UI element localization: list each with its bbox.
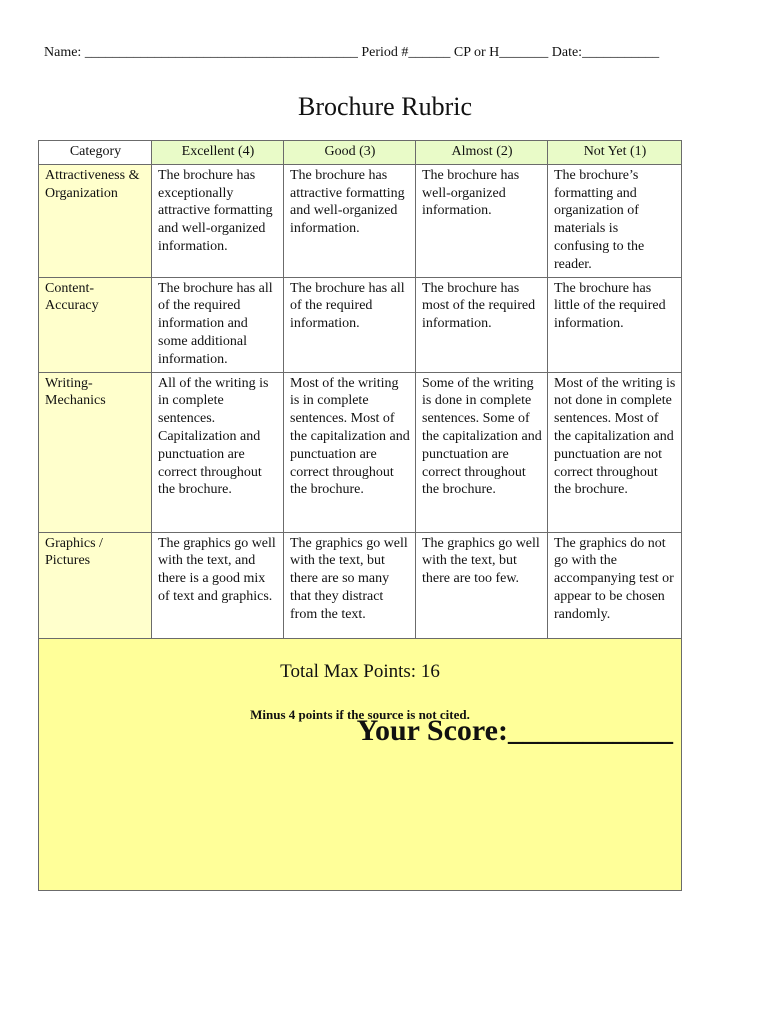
table-row bbox=[39, 277, 682, 372]
category-cell: Content-Accuracy bbox=[39, 277, 152, 372]
column-header-excellent: Excellent (4) bbox=[152, 141, 284, 165]
table-row bbox=[39, 372, 682, 532]
column-header-not-yet: Not Yet (1) bbox=[548, 141, 682, 165]
score-footer-row bbox=[39, 638, 682, 890]
criteria-cell: The brochure has all of the required information. bbox=[284, 277, 416, 372]
citation-penalty-note: Minus 4 points if the source is not cited. bbox=[250, 706, 470, 722]
criteria-cell: Some of the writing is done in complete sentences. Some of the capitalization and punctuation are correct throughout the brochure. bbox=[416, 372, 548, 532]
table-row bbox=[39, 164, 682, 277]
criteria-cell: The graphics go well with the text, but there are too few. bbox=[416, 532, 548, 638]
column-header-almost: Almost (2) bbox=[416, 141, 548, 165]
category-cell: Graphics / Pictures bbox=[39, 532, 152, 638]
criteria-cell: The brochure has attractive formatting and well-organized information. bbox=[284, 164, 416, 277]
criteria-cell: The graphics go well with the text, and there is a good mix of text and graphics. bbox=[152, 532, 284, 638]
column-header-good: Good (3) bbox=[284, 141, 416, 165]
header-row bbox=[39, 141, 682, 165]
criteria-cell: The graphics do not go with the accompanying test or appear to be chosen randomly. bbox=[548, 532, 682, 638]
column-header-category: Category bbox=[39, 141, 152, 165]
criteria-cell: The brochure has most of the required information. bbox=[416, 277, 548, 372]
criteria-cell: The brochure has well-organized information. bbox=[416, 164, 548, 277]
category-cell: Attractiveness & Organization bbox=[39, 164, 152, 277]
table-row bbox=[39, 532, 682, 638]
criteria-cell: The brochure’s formatting and organization of materials is confusing to the reader. bbox=[548, 164, 682, 277]
criteria-cell: The brochure has all of the required information and some additional information. bbox=[152, 277, 284, 372]
criteria-cell: The graphics go well with the text, but there are so many that they distract from the text. bbox=[284, 532, 416, 638]
page-title: Brochure Rubric bbox=[297, 92, 472, 121]
criteria-cell: All of the writing is in complete sentences. Capitalization and punctuation are correct throughout the brochure. bbox=[152, 372, 284, 532]
score-panel bbox=[39, 638, 682, 890]
your-score-field: Your Score:___________ bbox=[356, 713, 673, 747]
category-cell: Writing-Mechanics bbox=[39, 372, 152, 532]
criteria-cell: The brochure has exceptionally attractive formatting and well-organized information. bbox=[152, 164, 284, 277]
criteria-cell: Most of the writing is not done in complete sentences. Most of the capitalization and punctuation are not correct throughout the brochure. bbox=[548, 372, 682, 532]
total-max-points: Total Max Points: 16 bbox=[280, 660, 440, 682]
rubric-table bbox=[38, 140, 682, 891]
criteria-cell: The brochure has little of the required information. bbox=[548, 277, 682, 372]
criteria-cell: Most of the writing is in complete sentences. Most of the capitalization and punctuation are correct throughout the brochure. bbox=[284, 372, 416, 532]
student-info-line: Name: _______________________________________ Period #______ CP or H_______ Date:___________ bbox=[44, 45, 660, 60]
